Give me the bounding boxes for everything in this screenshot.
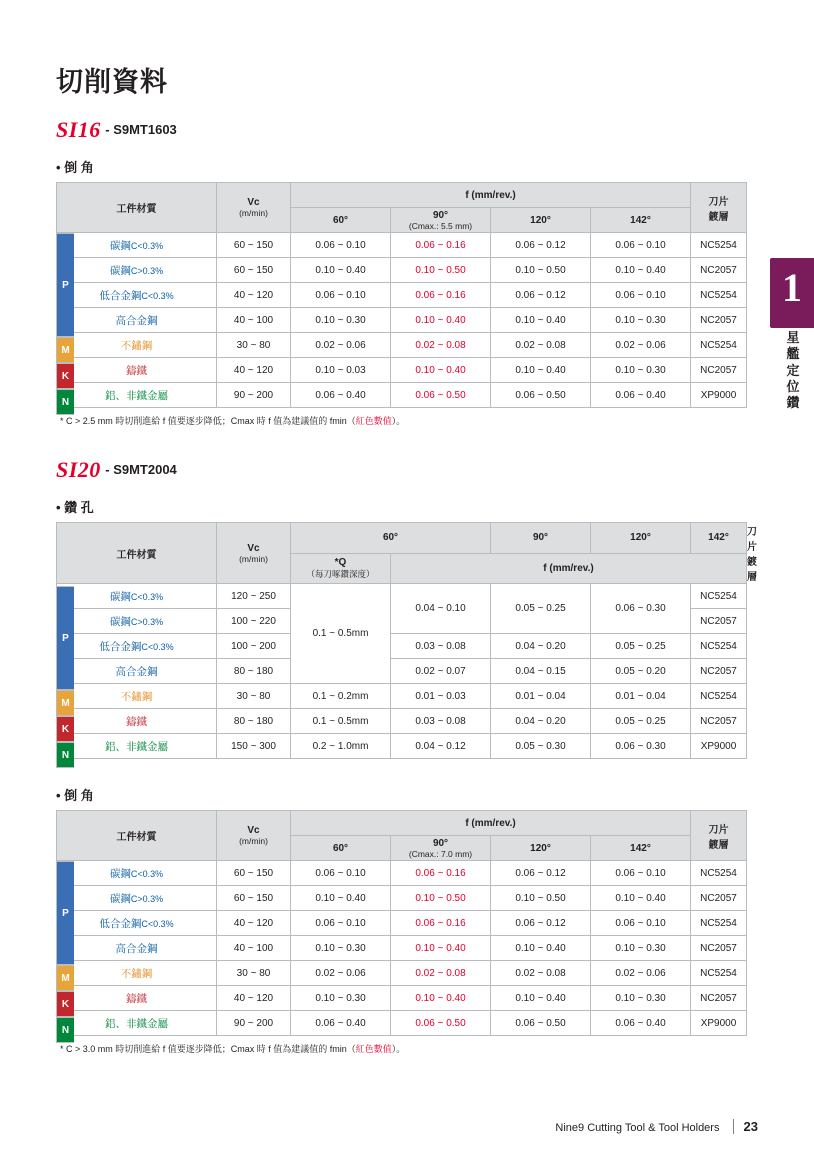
- table-row: [57, 584, 747, 609]
- th-f-group: f (mm/rev.): [291, 811, 691, 836]
- material-pct: C>0.3%: [130, 893, 164, 904]
- cell-coating: NC5254: [691, 333, 747, 358]
- group-badge-k: K: [56, 363, 74, 389]
- cell-material: [57, 659, 217, 684]
- cell-vc: 40 ~ 100: [217, 308, 291, 333]
- group-badge-m: M: [56, 690, 74, 716]
- cell-f-120: 0.06 ~ 0.12: [491, 861, 591, 886]
- table-row: [57, 986, 747, 1011]
- footer-text: Nine9 Cutting Tool & Tool Holders: [555, 1122, 720, 1134]
- material-name: 低合金鋼: [99, 289, 142, 302]
- cell-q: 0.1 ~ 0.5mm: [291, 709, 391, 734]
- table-row: [57, 308, 747, 333]
- cell-f-90: 0.06 ~ 0.16: [391, 861, 491, 886]
- th-angle-120: 120°: [591, 523, 691, 554]
- th-angle-90-label: 90°: [432, 209, 449, 221]
- table-note-si20: [60, 1042, 742, 1055]
- table-heading-si20-drill: • 鑽 孔: [56, 500, 94, 515]
- th-vc: [217, 811, 291, 861]
- cell-coating: NC5254: [691, 283, 747, 308]
- cell-coating: XP9000: [691, 383, 747, 408]
- th-angle-120: 120°: [491, 208, 591, 233]
- cell-f-60: 0.02 ~ 0.06: [291, 333, 391, 358]
- cell-f-90: 0.05 ~ 0.30: [491, 734, 591, 759]
- cell-q: 0.1 ~ 0.5mm: [291, 584, 391, 684]
- cell-vc: 60 ~ 150: [217, 233, 291, 258]
- group-badge-k: K: [56, 991, 74, 1017]
- th-angle-90-note: (Cmax.: 5.5 mm): [408, 220, 473, 231]
- th-material: 工件材質: [57, 183, 217, 233]
- cell-f-142: 0.02 ~ 0.06: [591, 333, 691, 358]
- cell-f-60: 0.02 ~ 0.07: [391, 659, 491, 684]
- cell-f-120: 0.01 ~ 0.04: [591, 684, 691, 709]
- th-vc-unit: (m/min): [239, 836, 268, 846]
- cell-vc: 60 ~ 150: [217, 258, 291, 283]
- th-coating: [691, 811, 747, 861]
- cell-f-60: 0.04 ~ 0.12: [391, 734, 491, 759]
- chapter-tab-char-3: 位: [786, 378, 800, 394]
- group-badge-k: K: [56, 716, 74, 742]
- table-row: [57, 233, 747, 258]
- cell-material: [57, 861, 217, 886]
- table-heading-si20-chamfer: • 倒 角: [56, 788, 94, 803]
- section-code: SI20: [56, 457, 101, 482]
- cell-material: [57, 283, 217, 308]
- material-name: 低合金鋼: [99, 917, 142, 930]
- material-name: 低合金鋼: [99, 640, 142, 653]
- cell-f-142: 0.02 ~ 0.06: [591, 961, 691, 986]
- cell-f-90: 0.10 ~ 0.40: [391, 308, 491, 333]
- cell-f-90: 0.04 ~ 0.20: [491, 709, 591, 734]
- material-name: 鋁、非鐵金屬: [105, 740, 168, 753]
- cell-coating: NC5254: [691, 634, 747, 659]
- table-si20-drill: [56, 522, 757, 759]
- cell-f-60: 0.02 ~ 0.06: [291, 961, 391, 986]
- cell-vc: 40 ~ 100: [217, 936, 291, 961]
- cell-coating: NC2057: [691, 886, 747, 911]
- cell-material: [57, 1011, 217, 1036]
- cell-material: [57, 709, 217, 734]
- note-red: 紅色數值: [355, 416, 392, 426]
- cell-f-120: 0.06 ~ 0.12: [491, 283, 591, 308]
- th-angle-120: 120°: [491, 836, 591, 861]
- cell-f-120: 0.06 ~ 0.50: [491, 1011, 591, 1036]
- cell-f-120: 0.06 ~ 0.12: [491, 911, 591, 936]
- cell-f-90: 0.10 ~ 0.40: [391, 358, 491, 383]
- table-note-si16: [60, 414, 742, 427]
- cell-material: [57, 609, 217, 634]
- group-badge-p: P: [56, 586, 74, 690]
- cell-f-60: 0.10 ~ 0.30: [291, 986, 391, 1011]
- cell-material: [57, 886, 217, 911]
- cell-f-120: 0.05 ~ 0.20: [591, 659, 691, 684]
- cell-f-142: 0.10 ~ 0.30: [591, 308, 691, 333]
- table-row: [57, 1011, 747, 1036]
- cell-f-142: 0.06 ~ 0.40: [591, 1011, 691, 1036]
- table-row: [57, 709, 747, 734]
- cell-coating: NC5254: [691, 233, 747, 258]
- cell-f-142: 0.06 ~ 0.40: [591, 383, 691, 408]
- material-pct: C<0.3%: [130, 591, 164, 602]
- material-name: 碳鋼: [109, 590, 131, 603]
- note-post: ）。: [391, 416, 406, 426]
- cell-vc: 40 ~ 120: [217, 911, 291, 936]
- table-wrap-si16-chamfer: [56, 182, 742, 408]
- material-pct: C>0.3%: [130, 265, 164, 276]
- cell-f-90: 0.06 ~ 0.16: [391, 911, 491, 936]
- cell-f-142: 0.06 ~ 0.10: [591, 283, 691, 308]
- cell-f-90: 0.06 ~ 0.16: [391, 283, 491, 308]
- cell-f-120: 0.10 ~ 0.40: [491, 358, 591, 383]
- table-wrap-si20-drill: [56, 522, 757, 761]
- table-si16-chamfer: [56, 182, 747, 408]
- table-row: [57, 911, 747, 936]
- cell-vc: 30 ~ 80: [217, 684, 291, 709]
- chapter-tab-label: [780, 330, 806, 411]
- table-row: [57, 659, 747, 684]
- group-badge-p: P: [56, 233, 74, 337]
- cell-f-60: 0.10 ~ 0.30: [291, 936, 391, 961]
- cell-f-142: 0.10 ~ 0.40: [591, 886, 691, 911]
- cell-f-60: 0.06 ~ 0.10: [291, 911, 391, 936]
- note-red: 紅色數值: [355, 1044, 392, 1054]
- cell-material: [57, 233, 217, 258]
- note-pre: * C > 3.0 mm 時切削進給 f 值要逐步降低；Cmax 時 f 值為建議值的 fmin（: [60, 1044, 356, 1054]
- material-name: 碳鋼: [109, 615, 131, 628]
- th-q-label: *Q: [334, 556, 347, 568]
- cell-f-60: 0.10 ~ 0.03: [291, 358, 391, 383]
- th-vc-label: Vc: [247, 825, 260, 836]
- chapter-tab-char-1: 艦: [786, 346, 800, 362]
- cell-coating: NC2057: [691, 258, 747, 283]
- cell-material: [57, 308, 217, 333]
- cell-f-90: 0.10 ~ 0.50: [391, 258, 491, 283]
- cell-coating: XP9000: [691, 1011, 747, 1036]
- cell-vc: 30 ~ 80: [217, 333, 291, 358]
- cell-f-60: 0.10 ~ 0.40: [291, 886, 391, 911]
- cell-f-120: 0.06 ~ 0.12: [491, 233, 591, 258]
- th-angle-90: [391, 208, 491, 233]
- cell-f-60: 0.03 ~ 0.08: [391, 634, 491, 659]
- cell-vc: 90 ~ 200: [217, 1011, 291, 1036]
- material-name: 鑄鐵: [126, 715, 147, 728]
- th-coating-l2: 鍍層: [747, 557, 757, 583]
- material-name: 鋁、非鐵金屬: [105, 1017, 168, 1030]
- material-name: 不鏽鋼: [120, 690, 153, 703]
- group-badge-p: P: [56, 861, 74, 965]
- cell-coating: NC2057: [691, 659, 747, 684]
- cell-coating: NC5254: [691, 861, 747, 886]
- cell-f-142: 0.06 ~ 0.10: [591, 233, 691, 258]
- cell-f-60: 0.06 ~ 0.10: [291, 283, 391, 308]
- cell-f-120: 0.05 ~ 0.25: [591, 709, 691, 734]
- cell-vc: 90 ~ 200: [217, 383, 291, 408]
- cell-coating: NC2057: [691, 358, 747, 383]
- cell-f-142: 0.10 ~ 0.30: [591, 936, 691, 961]
- material-name: 高合金鋼: [115, 665, 158, 678]
- th-angle-60: 60°: [291, 523, 491, 554]
- cell-f-90: 0.10 ~ 0.40: [391, 936, 491, 961]
- material-name: 碳鋼: [109, 239, 131, 252]
- material-pct: C<0.3%: [130, 868, 164, 879]
- group-badge-m: M: [56, 337, 74, 363]
- cell-f-120: 0.05 ~ 0.25: [591, 634, 691, 659]
- material-name: 鑄鐵: [126, 992, 147, 1005]
- cell-f-120: 0.06 ~ 0.50: [491, 383, 591, 408]
- cell-f-120: 0.10 ~ 0.50: [491, 886, 591, 911]
- cell-f-90: 0.02 ~ 0.08: [391, 961, 491, 986]
- cell-coating: XP9000: [691, 734, 747, 759]
- cell-f-60: 0.06 ~ 0.10: [291, 861, 391, 886]
- cell-material: [57, 684, 217, 709]
- cell-f-90: 0.10 ~ 0.40: [391, 986, 491, 1011]
- group-badge-n: N: [56, 1017, 74, 1043]
- th-vc: [217, 183, 291, 233]
- cell-f-90: 0.06 ~ 0.50: [391, 1011, 491, 1036]
- th-coating-l1: 刀片: [747, 527, 757, 553]
- th-angle-90: [391, 836, 491, 861]
- th-coating-l1: 刀片: [708, 196, 729, 208]
- page-title: 切削資料: [56, 67, 168, 97]
- cell-vc: 40 ~ 120: [217, 358, 291, 383]
- cell-coating: NC2057: [691, 936, 747, 961]
- cell-coating: NC2057: [691, 709, 747, 734]
- cell-vc: 80 ~ 180: [217, 709, 291, 734]
- th-material: 工件材質: [57, 811, 217, 861]
- group-badge-m: M: [56, 965, 74, 991]
- section-heading-si16: [56, 117, 742, 143]
- th-angle-60: 60°: [291, 208, 391, 233]
- cell-material: [57, 258, 217, 283]
- cell-f-90: 0.04 ~ 0.20: [491, 634, 591, 659]
- cell-material: [57, 358, 217, 383]
- th-q: [291, 553, 391, 584]
- table-row: [57, 861, 747, 886]
- page-footer: [56, 1119, 758, 1134]
- cell-f-120: 0.02 ~ 0.08: [491, 333, 591, 358]
- cell-vc: 120 ~ 250: [217, 584, 291, 609]
- table-row: [57, 258, 747, 283]
- table-row: [57, 383, 747, 408]
- th-angle-90-note: (Cmax.: 7.0 mm): [408, 848, 473, 859]
- cell-vc: 100 ~ 200: [217, 634, 291, 659]
- material-name: 鑄鐵: [126, 364, 147, 377]
- material-name: 碳鋼: [109, 867, 131, 880]
- material-name: 碳鋼: [109, 892, 131, 905]
- cell-material: [57, 961, 217, 986]
- cell-f-60: 0.03 ~ 0.08: [391, 709, 491, 734]
- material-name: 碳鋼: [109, 264, 131, 277]
- cell-f-60: 0.01 ~ 0.03: [391, 684, 491, 709]
- th-angle-142: 142°: [591, 836, 691, 861]
- cell-coating: NC5254: [691, 584, 747, 609]
- table-row: [57, 961, 747, 986]
- th-angle-90-label: 90°: [432, 837, 449, 849]
- cell-material: [57, 333, 217, 358]
- cell-vc: 150 ~ 300: [217, 734, 291, 759]
- material-name: 不鏽鋼: [120, 967, 153, 980]
- th-f-group: f (mm/rev.): [291, 183, 691, 208]
- table-heading-si16-chamfer: • 倒 角: [56, 160, 94, 175]
- cell-f-142: 0.06 ~ 0.10: [591, 861, 691, 886]
- cell-f-90: 0.01 ~ 0.04: [491, 684, 591, 709]
- th-vc-unit: (m/min): [239, 553, 268, 564]
- table-wrap-si20-chamfer: [56, 810, 742, 1036]
- cell-f-142: 0.10 ~ 0.30: [591, 986, 691, 1011]
- cell-f-90: 0.05 ~ 0.25: [491, 584, 591, 634]
- chapter-tab-char-2: 定: [786, 362, 800, 378]
- table-row: [57, 283, 747, 308]
- cell-coating: NC2057: [691, 986, 747, 1011]
- th-vc-unit: (m/min): [239, 208, 268, 218]
- cell-material: [57, 383, 217, 408]
- cell-material: [57, 634, 217, 659]
- chapter-tab-char-4: 鑽: [786, 395, 800, 410]
- cell-coating: NC5254: [691, 961, 747, 986]
- cell-material: [57, 734, 217, 759]
- th-vc-label: Vc: [247, 197, 260, 208]
- cell-f-142: 0.10 ~ 0.30: [591, 358, 691, 383]
- page-number: 23: [733, 1119, 758, 1134]
- note-post: ）。: [391, 1044, 406, 1054]
- cell-f-90: 0.04 ~ 0.15: [491, 659, 591, 684]
- table-row: [57, 936, 747, 961]
- cell-vc: 60 ~ 150: [217, 886, 291, 911]
- th-vc: [217, 523, 291, 584]
- section-subcode: - S9MT1603: [105, 122, 177, 137]
- note-pre: * C > 2.5 mm 時切削進給 f 值要逐步降低；Cmax 時 f 值為建議值的 fmin（: [60, 416, 356, 426]
- cell-f-120: 0.02 ~ 0.08: [491, 961, 591, 986]
- table-row: [57, 333, 747, 358]
- th-angle-90: 90°: [491, 523, 591, 554]
- section-heading-si20: [56, 457, 742, 483]
- cell-f-60: 0.06 ~ 0.40: [291, 383, 391, 408]
- cell-material: [57, 936, 217, 961]
- material-name: 鋁、非鐵金屬: [105, 389, 168, 402]
- cell-vc: 40 ~ 120: [217, 283, 291, 308]
- cell-f-60: 0.10 ~ 0.40: [291, 258, 391, 283]
- th-vc-label: Vc: [247, 542, 260, 554]
- th-q-note: （每刀啄鑽深度）: [306, 568, 375, 579]
- th-angle-60: 60°: [291, 836, 391, 861]
- cell-f-120: 0.10 ~ 0.40: [491, 936, 591, 961]
- chapter-tab: [770, 258, 814, 328]
- table-row: [57, 886, 747, 911]
- th-coating: [691, 183, 747, 233]
- th-coating-l2: 鍍層: [708, 211, 729, 223]
- cell-material: [57, 986, 217, 1011]
- material-name: 高合金鋼: [115, 942, 158, 955]
- cell-f-90: 0.06 ~ 0.16: [391, 233, 491, 258]
- th-coating-l2: 鍍層: [708, 839, 729, 851]
- section-subcode: - S9MT2004: [105, 462, 177, 477]
- cell-vc: 30 ~ 80: [217, 961, 291, 986]
- group-badge-n: N: [56, 389, 74, 415]
- cell-f-60: 0.06 ~ 0.10: [291, 233, 391, 258]
- cell-vc: 80 ~ 180: [217, 659, 291, 684]
- material-pct: C<0.3%: [141, 918, 174, 929]
- cell-vc: 40 ~ 120: [217, 986, 291, 1011]
- material-pct: C>0.3%: [130, 616, 164, 627]
- cell-f-120: 0.10 ~ 0.40: [491, 986, 591, 1011]
- cell-material: [57, 584, 217, 609]
- cell-f-90: 0.02 ~ 0.08: [391, 333, 491, 358]
- cell-f-120: 0.06 ~ 0.30: [591, 734, 691, 759]
- material-name: 高合金鋼: [115, 314, 158, 327]
- cell-f-60: 0.04 ~ 0.10: [391, 584, 491, 634]
- section-code: SI16: [56, 117, 101, 142]
- cell-coating: NC5254: [691, 684, 747, 709]
- material-pct: C<0.3%: [141, 290, 174, 301]
- cell-f-120: 0.10 ~ 0.40: [491, 308, 591, 333]
- group-badge-n: N: [56, 742, 74, 768]
- cell-vc: 100 ~ 220: [217, 609, 291, 634]
- th-angle-142: 142°: [591, 208, 691, 233]
- table-row: [57, 358, 747, 383]
- th-material: 工件材質: [57, 523, 217, 584]
- cell-coating: NC2057: [691, 308, 747, 333]
- cell-vc: 60 ~ 150: [217, 861, 291, 886]
- cell-q: 0.1 ~ 0.2mm: [291, 684, 391, 709]
- th-coating-l1: 刀片: [708, 824, 729, 836]
- cell-f-60: 0.10 ~ 0.30: [291, 308, 391, 333]
- cell-f-142: 0.10 ~ 0.40: [591, 258, 691, 283]
- material-name: 不鏽鋼: [120, 339, 153, 352]
- table-row: [57, 734, 747, 759]
- chapter-number: 1: [782, 265, 802, 310]
- cell-q: 0.2 ~ 1.0mm: [291, 734, 391, 759]
- table-row: [57, 634, 747, 659]
- cell-f-60: 0.06 ~ 0.40: [291, 1011, 391, 1036]
- cell-f-142: 0.06 ~ 0.10: [591, 911, 691, 936]
- cell-material: [57, 911, 217, 936]
- cell-f-120: 0.06 ~ 0.30: [591, 584, 691, 634]
- cell-coating: NC2057: [691, 609, 747, 634]
- cell-f-90: 0.06 ~ 0.50: [391, 383, 491, 408]
- cell-coating: NC5254: [691, 911, 747, 936]
- material-pct: C<0.3%: [130, 240, 164, 251]
- cell-f-90: 0.10 ~ 0.50: [391, 886, 491, 911]
- table-row: [57, 684, 747, 709]
- cell-f-120: 0.10 ~ 0.50: [491, 258, 591, 283]
- th-f-group: f (mm/rev.): [391, 553, 747, 584]
- table-si20-chamfer: [56, 810, 747, 1036]
- material-pct: C<0.3%: [141, 641, 174, 652]
- th-angle-142: 142°: [691, 523, 747, 554]
- chapter-tab-char-0: 星: [786, 330, 800, 345]
